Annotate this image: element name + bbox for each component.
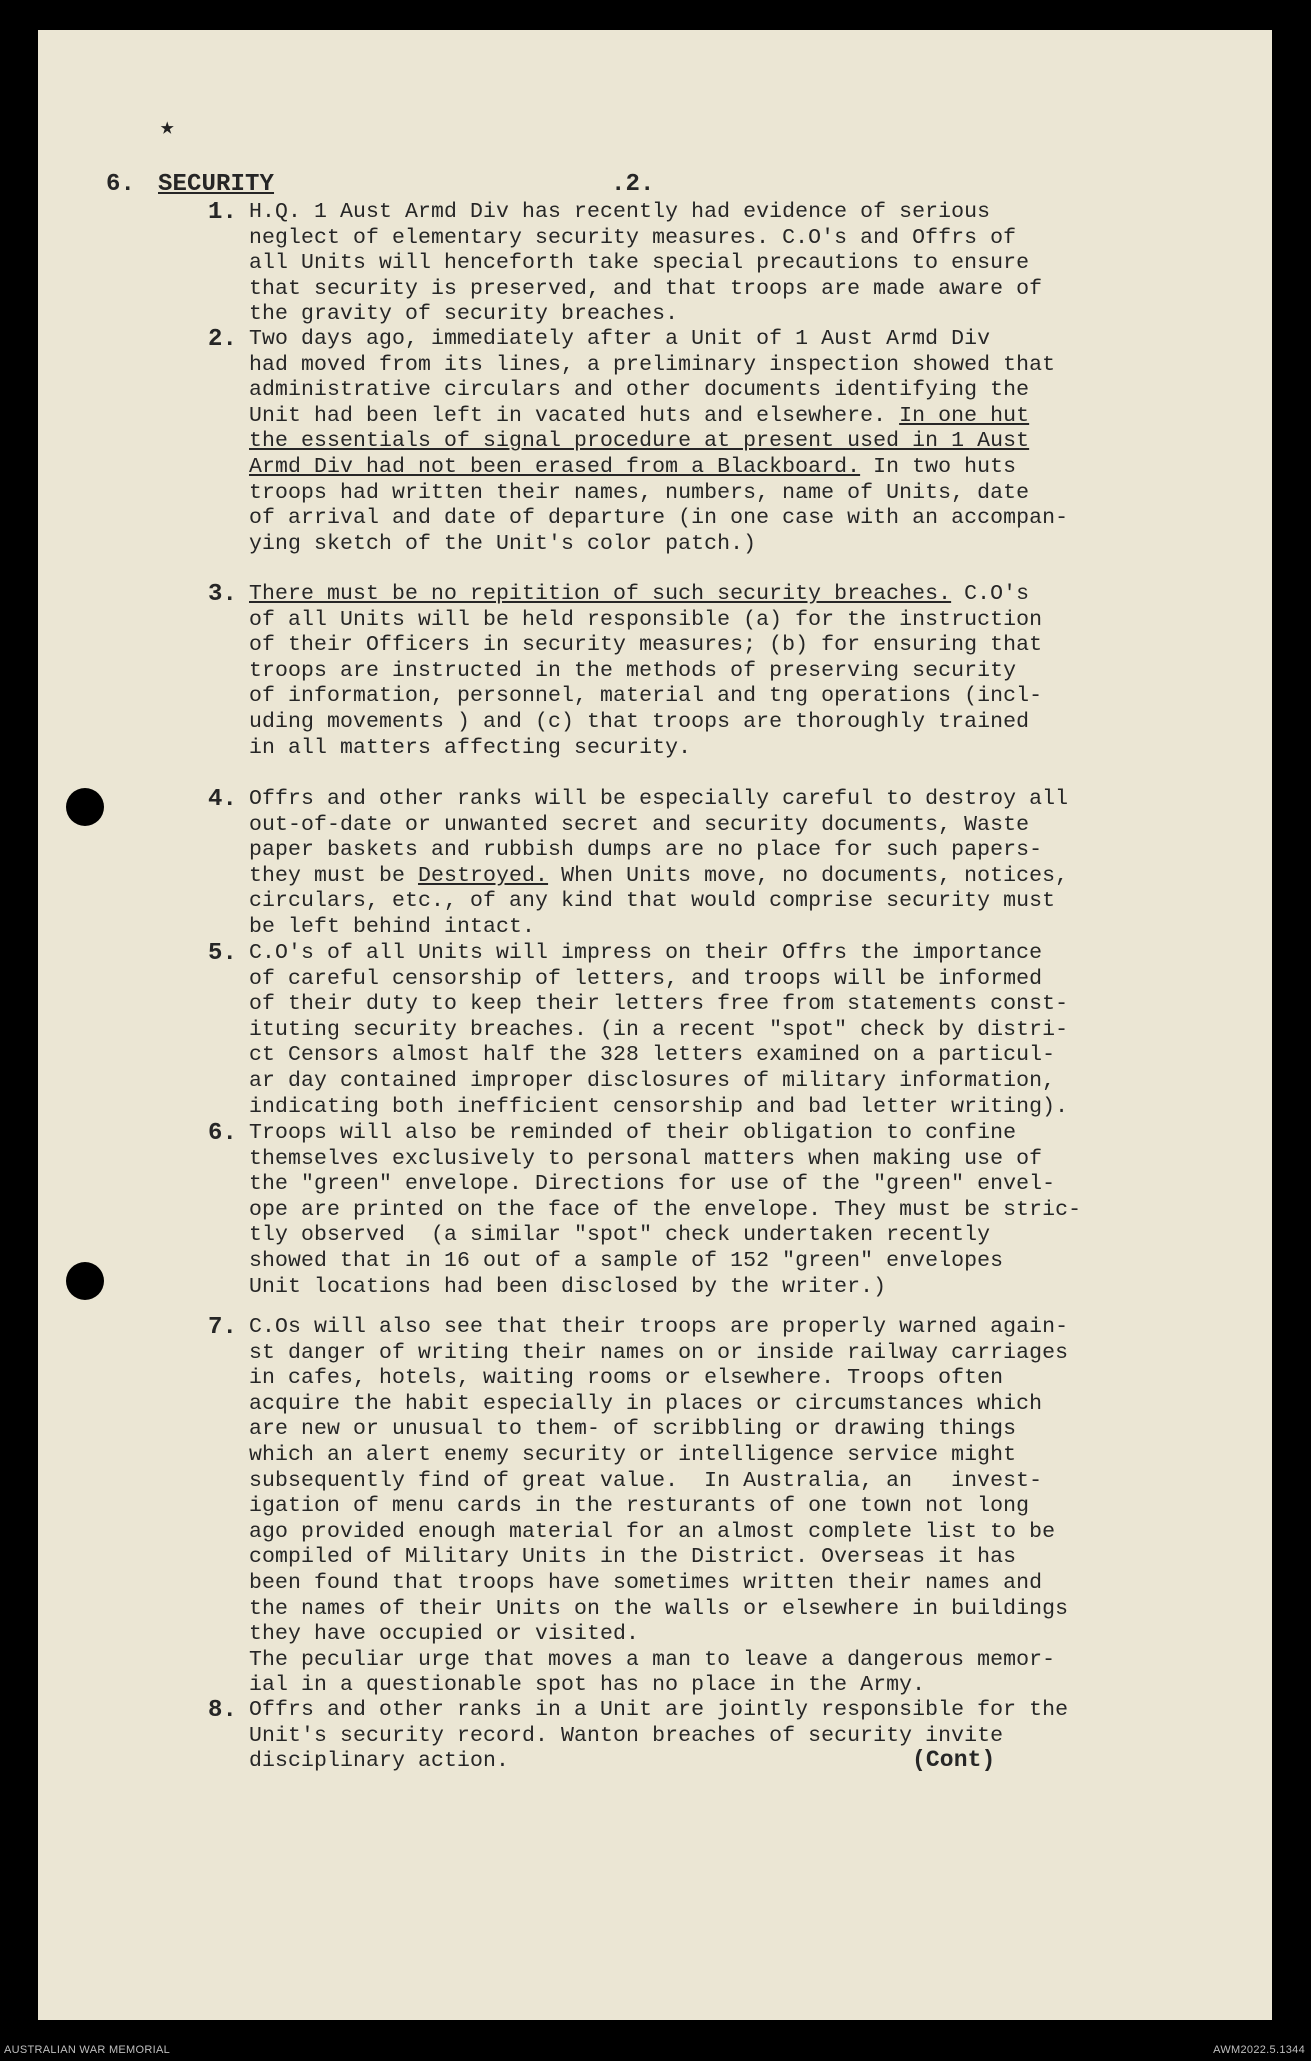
text-line: The peculiar urge that moves a man to leave a dangerous memor- <box>249 1647 1056 1672</box>
text-line: the names of their Units on the walls or elsewhere in buildings <box>249 1596 1069 1621</box>
punch-hole-top <box>66 788 104 826</box>
text-line: ial in a questionable spot has no place in the Army. <box>249 1673 926 1698</box>
text-line: compiled of Military Units in the District. Overseas it has <box>249 1545 1017 1570</box>
text-line: troops had written their names, numbers, name of Units, date <box>249 480 1030 505</box>
text-line: which an alert enemy security or intelligence service might <box>249 1442 1017 1467</box>
paragraph-number: 8. <box>208 1697 238 1724</box>
text-line: tly observed (a similar "spot" check undertaken recently <box>249 1223 991 1248</box>
text-line: in all matters affecting security. <box>249 735 692 760</box>
paragraph-text <box>249 1315 1249 1699</box>
text-line: Two days ago, immediately after a Unit of 1 Aust Armd Div <box>249 327 991 351</box>
text-line: the essentials of signal procedure at present used in 1 Aust <box>249 429 1030 454</box>
text-line: of information, personnel, material and tng operations (incl- <box>249 684 1043 709</box>
text-line: uding movements ) and (c) that troops are thoroughly trained <box>249 709 1030 734</box>
text-line: in cafes, hotels, waiting rooms or elsewhere. Troops often <box>249 1366 1004 1391</box>
text-line: of all Units will be held responsible (a) for the instruction <box>249 607 1043 632</box>
text-line: be left behind intact. <box>249 914 536 939</box>
text-line: been found that troops have sometimes written their names and <box>249 1570 1043 1595</box>
text-line: of their duty to keep their letters free from statements const- <box>249 992 1069 1017</box>
text-line: disciplinary action. <box>249 1749 510 1774</box>
section-title: SECURITY <box>158 171 275 198</box>
text-line: H.Q. 1 Aust Armd Div has recently had evidence of serious <box>249 200 991 224</box>
text-line: Troops will also be reminded of their obligation to confine <box>249 1121 1017 1145</box>
text-line: the gravity of security breaches. <box>249 302 679 327</box>
star-mark: ★ <box>160 115 175 142</box>
text-line: ct Censors almost half the 328 letters examined on a particul- <box>249 1043 1056 1068</box>
text-line: that security is preserved, and that troops are made aware of <box>249 276 1043 301</box>
footer-archive-name: AUSTRALIAN WAR MEMORIAL <box>4 2044 171 2056</box>
text-line: of arrival and date of departure (in one case with an accompan- <box>249 506 1069 531</box>
paragraph-number: 4. <box>208 786 238 813</box>
text-line: of their Officers in security measures; (b) for ensuring that <box>249 633 1043 658</box>
paragraph-number: 5. <box>208 940 238 967</box>
text-line: are new or unusual to them- of scribbling or drawing things <box>249 1417 1017 1442</box>
text-line: There must be no repitition of such security breaches. C.O's <box>249 582 1030 606</box>
paragraph-number: 3. <box>208 581 238 608</box>
text-line: ying sketch of the Unit's color patch.) <box>249 531 757 556</box>
footer-accession-number: AWM2022.5.1344 <box>1213 2044 1305 2056</box>
text-line: out-of-date or unwanted secret and security documents, Waste <box>249 812 1030 837</box>
text-line: ope are printed on the face of the envelope. They must be stric- <box>249 1197 1082 1222</box>
continuation-mark: (Cont) <box>912 1747 996 1773</box>
text-line: paper baskets and rubbish dumps are no place for such papers- <box>249 838 1043 863</box>
text-line: they have occupied or visited. <box>249 1622 640 1647</box>
document-page <box>38 30 1272 2020</box>
text-line: themselves exclusively to personal matters when making use of <box>249 1146 1043 1171</box>
paragraph-number: 6. <box>208 1120 238 1147</box>
text-line: C.Os will also see that their troops are properly warned again- <box>249 1315 1069 1339</box>
text-line: ar day contained improper disclosures of military information, <box>249 1068 1056 1093</box>
text-line: Unit's security record. Wanton breaches of security invite <box>249 1723 1004 1748</box>
text-line: acquire the habit especially in places or circumstances which <box>249 1391 1043 1416</box>
text-line: of careful censorship of letters, and troops will be informed <box>249 966 1043 991</box>
page-number: .2. <box>611 171 655 198</box>
paragraph-text <box>249 941 1249 1120</box>
text-line: igation of menu cards in the resturants of one town not long <box>249 1494 1030 1519</box>
text-line: st danger of writing their names on or inside railway carriages <box>249 1340 1069 1365</box>
text-line: indicating both inefficient censorship and bad letter writing). <box>249 1094 1069 1119</box>
punch-hole-bottom <box>66 1262 104 1300</box>
text-line: ituting security breaches. (in a recent "spot" check by distri- <box>249 1017 1069 1042</box>
text-line: administrative circulars and other documents identifying the <box>249 378 1030 403</box>
paragraph-text <box>249 787 1249 941</box>
paragraph-text <box>249 200 1249 328</box>
section-heading <box>38 172 1272 202</box>
text-line: the "green" envelope. Directions for use of the "green" envel- <box>249 1172 1056 1197</box>
paragraph-number: 2. <box>208 326 238 353</box>
text-line: troops are instructed in the methods of preserving security <box>249 658 1017 683</box>
text-line: circulars, etc., of any kind that would comprise security must <box>249 889 1056 914</box>
text-line: Offrs and other ranks will be especially careful to destroy all <box>249 787 1069 811</box>
text-line: neglect of elementary security measures. C.O's and Offrs of <box>249 225 1017 250</box>
text-line: all Units will henceforth take special precautions to ensure <box>249 251 1030 276</box>
text-line: ago provided enough material for an almost complete list to be <box>249 1519 1056 1544</box>
text-line: showed that in 16 out of a sample of 152 "green" envelopes <box>249 1248 1004 1273</box>
text-line: C.O's of all Units will impress on their Offrs the importance <box>249 941 1043 965</box>
section-number: 6. <box>106 171 136 198</box>
text-line: had moved from its lines, a preliminary inspection showed that <box>249 352 1056 377</box>
paragraph-text <box>249 1121 1249 1300</box>
paragraph-text <box>249 1698 1249 1775</box>
text-line: Unit locations had been disclosed by the writer.) <box>249 1274 887 1299</box>
paragraph-number: 1. <box>208 199 238 226</box>
paragraph-text <box>249 327 1249 557</box>
text-line: subsequently find of great value. In Australia, an invest- <box>249 1468 1043 1493</box>
text-line: Unit had been left in vacated huts and elsewhere. In one hut <box>249 403 1030 428</box>
text-line: Armd Div had not been erased from a Blackboard. In two huts <box>249 454 1017 479</box>
paragraph-number: 7. <box>208 1314 238 1341</box>
paragraph-text <box>249 582 1249 761</box>
text-line: Offrs and other ranks in a Unit are jointly responsible for the <box>249 1698 1069 1722</box>
text-line: they must be Destroyed. When Units move, no documents, notices, <box>249 863 1069 888</box>
